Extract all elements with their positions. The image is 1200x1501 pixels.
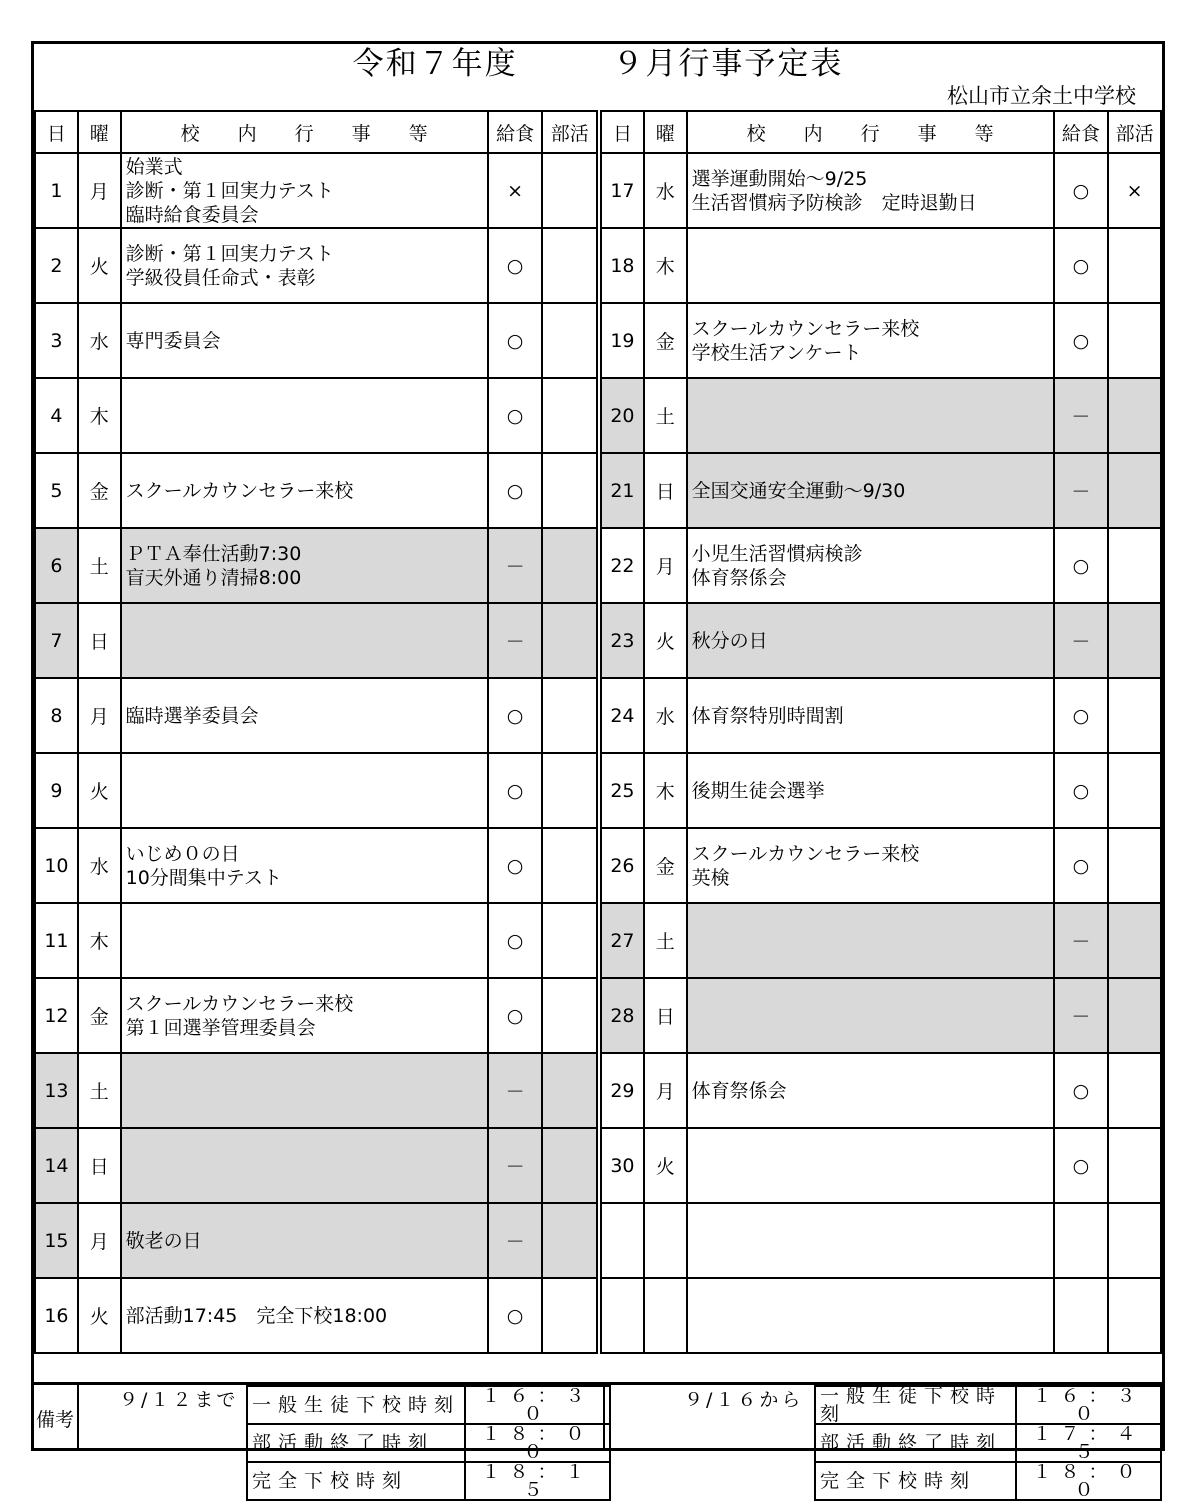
right-weekday-cell: 木 bbox=[644, 753, 687, 828]
left-lunch-cell: ○ bbox=[488, 753, 543, 828]
right-lunch-cell: ○ bbox=[1054, 153, 1109, 228]
right-weekday-cell: 日 bbox=[644, 978, 687, 1053]
table-row bbox=[35, 453, 1161, 528]
table-row bbox=[35, 678, 1161, 753]
left-events-cell: スクールカウンセラー来校 bbox=[121, 453, 488, 528]
left-weekday-cell: 火 bbox=[78, 1278, 121, 1353]
table-row bbox=[35, 153, 1161, 228]
left-events-cell: いじめ０の日 10分間集中テスト bbox=[121, 828, 488, 903]
left-time-value: １６：３０ bbox=[465, 1386, 610, 1424]
right-time-row bbox=[815, 1424, 1161, 1462]
right-day-cell: 18 bbox=[601, 228, 644, 303]
right-day-cell: 21 bbox=[601, 453, 644, 528]
left-lunch-cell: － bbox=[488, 1128, 543, 1203]
left-lunch-cell: － bbox=[488, 603, 543, 678]
left-weekday-cell: 土 bbox=[78, 528, 121, 603]
remarks-label: 備考 bbox=[36, 1409, 75, 1431]
footer-center-divider bbox=[603, 1385, 605, 1451]
left-day-cell: 9 bbox=[35, 753, 78, 828]
left-lunch-cell: ○ bbox=[488, 678, 543, 753]
left-period: ９/１２まで bbox=[119, 1389, 239, 1411]
left-events-cell: 始業式 診断・第１回実力テスト 臨時給食委員会 bbox=[121, 153, 488, 228]
right-lunch-cell: － bbox=[1054, 903, 1109, 978]
right-club-cell bbox=[1108, 528, 1161, 603]
right-times-table bbox=[814, 1385, 1162, 1501]
left-time-label: 完全下校時刻 bbox=[247, 1462, 465, 1500]
right-weekday-cell: 金 bbox=[644, 828, 687, 903]
left-lunch-cell: － bbox=[488, 1053, 543, 1128]
table-row bbox=[35, 228, 1161, 303]
right-time-row bbox=[815, 1386, 1161, 1424]
left-lunch-cell: ○ bbox=[488, 378, 543, 453]
schedule-sheet bbox=[31, 41, 1165, 1501]
right-weekday-cell bbox=[644, 1278, 687, 1353]
left-weekday-cell: 木 bbox=[78, 903, 121, 978]
right-lunch-cell: ○ bbox=[1054, 828, 1109, 903]
left-club-cell bbox=[542, 1278, 597, 1353]
right-events-cell: スクールカウンセラー来校 学校生活アンケート bbox=[687, 303, 1054, 378]
left-events-cell bbox=[121, 903, 488, 978]
left-lunch-cell: ○ bbox=[488, 978, 543, 1053]
right-day-cell: 17 bbox=[601, 153, 644, 228]
left-club-cell bbox=[542, 453, 597, 528]
right-weekday-cell: 土 bbox=[644, 378, 687, 453]
title-month: ９月行事予定表 bbox=[612, 46, 844, 82]
right-weekday-cell: 火 bbox=[644, 1128, 687, 1203]
col-club-left: 部活 bbox=[542, 111, 597, 153]
right-time-label: 一般生徒下校時刻 bbox=[815, 1386, 1016, 1424]
left-weekday-cell: 水 bbox=[78, 303, 121, 378]
right-lunch-cell bbox=[1054, 1278, 1109, 1353]
left-events-cell: 敬老の日 bbox=[121, 1203, 488, 1278]
left-weekday-cell: 木 bbox=[78, 378, 121, 453]
left-weekday-cell: 火 bbox=[78, 228, 121, 303]
left-events-cell: スクールカウンセラー来校 第１回選挙管理委員会 bbox=[121, 978, 488, 1053]
left-club-cell bbox=[542, 528, 597, 603]
right-time-label: 部活動終了時刻 bbox=[815, 1424, 1016, 1462]
left-time-label: 部活動終了時刻 bbox=[247, 1424, 465, 1462]
right-lunch-cell: － bbox=[1054, 378, 1109, 453]
school-name: 松山市立余土中学校 bbox=[947, 84, 1136, 108]
right-club-cell bbox=[1108, 1053, 1161, 1128]
left-events-cell bbox=[121, 378, 488, 453]
schedule-table bbox=[34, 110, 1162, 1354]
remarks-footer bbox=[34, 1382, 1162, 1501]
right-day-cell bbox=[601, 1278, 644, 1353]
left-club-cell bbox=[542, 903, 597, 978]
left-time-row bbox=[247, 1424, 610, 1462]
right-events-cell bbox=[687, 1203, 1054, 1278]
right-day-cell: 22 bbox=[601, 528, 644, 603]
right-lunch-cell bbox=[1054, 1203, 1109, 1278]
table-row bbox=[35, 1278, 1161, 1353]
col-events-right: 校 内 行 事 等 bbox=[687, 111, 1054, 153]
right-time-row bbox=[815, 1462, 1161, 1500]
left-lunch-cell: － bbox=[488, 528, 543, 603]
left-events-cell: ＰＴＡ奉仕活動7:30 盲天外通り清掃8:00 bbox=[121, 528, 488, 603]
left-time-value: １８：００ bbox=[465, 1424, 610, 1462]
right-events-cell bbox=[687, 1278, 1054, 1353]
right-time-label: 完全下校時刻 bbox=[815, 1462, 1016, 1500]
right-events-cell bbox=[687, 228, 1054, 303]
table-row bbox=[35, 378, 1161, 453]
schedule-rows bbox=[35, 153, 1161, 1353]
left-events-cell: 診断・第１回実力テスト 学級役員任命式・表彰 bbox=[121, 228, 488, 303]
right-lunch-cell: ○ bbox=[1054, 528, 1109, 603]
left-lunch-cell: ○ bbox=[488, 303, 543, 378]
col-lunch-left: 給食 bbox=[488, 111, 543, 153]
left-events-cell bbox=[121, 753, 488, 828]
left-lunch-cell: － bbox=[488, 1203, 543, 1278]
left-day-cell: 15 bbox=[35, 1203, 78, 1278]
left-club-cell bbox=[542, 603, 597, 678]
right-day-cell: 26 bbox=[601, 828, 644, 903]
right-weekday-cell: 日 bbox=[644, 453, 687, 528]
right-day-cell: 19 bbox=[601, 303, 644, 378]
left-day-cell: 6 bbox=[35, 528, 78, 603]
right-club-cell bbox=[1108, 228, 1161, 303]
right-events-cell bbox=[687, 1128, 1054, 1203]
left-lunch-cell: × bbox=[488, 153, 543, 228]
left-weekday-cell: 月 bbox=[78, 678, 121, 753]
remarks-divider bbox=[77, 1385, 79, 1451]
right-weekday-cell: 水 bbox=[644, 153, 687, 228]
right-events-cell: 後期生徒会選挙 bbox=[687, 753, 1054, 828]
right-weekday-cell: 木 bbox=[644, 228, 687, 303]
right-period: ９/１６から bbox=[684, 1389, 804, 1411]
left-club-cell bbox=[542, 678, 597, 753]
right-club-cell: × bbox=[1108, 153, 1161, 228]
left-club-cell bbox=[542, 753, 597, 828]
left-weekday-cell: 月 bbox=[78, 153, 121, 228]
left-day-cell: 14 bbox=[35, 1128, 78, 1203]
col-weekday-left: 曜 bbox=[78, 111, 121, 153]
left-lunch-cell: ○ bbox=[488, 1278, 543, 1353]
right-events-cell: 選挙運動開始～9/25 生活習慣病予防検診 定時退勤日 bbox=[687, 153, 1054, 228]
right-events-cell: スクールカウンセラー来校 英検 bbox=[687, 828, 1054, 903]
table-row bbox=[35, 1203, 1161, 1278]
right-events-cell: 体育祭特別時間割 bbox=[687, 678, 1054, 753]
right-club-cell bbox=[1108, 453, 1161, 528]
left-weekday-cell: 日 bbox=[78, 1128, 121, 1203]
table-row bbox=[35, 978, 1161, 1053]
right-club-cell bbox=[1108, 678, 1161, 753]
right-time-value: １８：００ bbox=[1016, 1462, 1161, 1500]
left-events-cell: 部活動17:45 完全下校18:00 bbox=[121, 1278, 488, 1353]
title-year: 令和７年度 bbox=[352, 46, 518, 82]
right-day-cell: 24 bbox=[601, 678, 644, 753]
right-events-cell: 全国交通安全運動～9/30 bbox=[687, 453, 1054, 528]
right-weekday-cell: 火 bbox=[644, 603, 687, 678]
right-day-cell: 25 bbox=[601, 753, 644, 828]
right-club-cell bbox=[1108, 828, 1161, 903]
left-weekday-cell: 金 bbox=[78, 453, 121, 528]
left-times-table bbox=[246, 1385, 611, 1501]
left-time-row bbox=[247, 1462, 610, 1500]
left-club-cell bbox=[542, 978, 597, 1053]
right-weekday-cell: 金 bbox=[644, 303, 687, 378]
left-events-cell bbox=[121, 1053, 488, 1128]
right-day-cell: 23 bbox=[601, 603, 644, 678]
left-club-cell bbox=[542, 1128, 597, 1203]
right-club-cell bbox=[1108, 1278, 1161, 1353]
left-lunch-cell: ○ bbox=[488, 453, 543, 528]
left-lunch-cell: ○ bbox=[488, 828, 543, 903]
right-day-cell bbox=[601, 1203, 644, 1278]
left-weekday-cell: 土 bbox=[78, 1053, 121, 1128]
left-weekday-cell: 水 bbox=[78, 828, 121, 903]
right-day-cell: 30 bbox=[601, 1128, 644, 1203]
right-club-cell bbox=[1108, 1128, 1161, 1203]
right-day-cell: 20 bbox=[601, 378, 644, 453]
right-weekday-cell: 月 bbox=[644, 528, 687, 603]
right-club-cell bbox=[1108, 378, 1161, 453]
left-club-cell bbox=[542, 303, 597, 378]
left-club-cell bbox=[542, 1053, 597, 1128]
header-row bbox=[35, 111, 1161, 153]
right-club-cell bbox=[1108, 603, 1161, 678]
right-lunch-cell: ○ bbox=[1054, 228, 1109, 303]
right-lunch-cell: ○ bbox=[1054, 753, 1109, 828]
left-time-label: 一般生徒下校時刻 bbox=[247, 1386, 465, 1424]
left-day-cell: 1 bbox=[35, 153, 78, 228]
left-day-cell: 2 bbox=[35, 228, 78, 303]
col-day-left: 日 bbox=[35, 111, 78, 153]
right-events-cell bbox=[687, 378, 1054, 453]
left-club-cell bbox=[542, 228, 597, 303]
right-day-cell: 28 bbox=[601, 978, 644, 1053]
right-events-cell: 体育祭係会 bbox=[687, 1053, 1054, 1128]
right-lunch-cell: － bbox=[1054, 603, 1109, 678]
table-row bbox=[35, 303, 1161, 378]
col-events-left: 校 内 行 事 等 bbox=[121, 111, 488, 153]
right-weekday-cell: 土 bbox=[644, 903, 687, 978]
left-day-cell: 7 bbox=[35, 603, 78, 678]
left-day-cell: 11 bbox=[35, 903, 78, 978]
title-spacer bbox=[518, 46, 613, 82]
right-events-cell: 小児生活習慣病検診 体育祭係会 bbox=[687, 528, 1054, 603]
table-row bbox=[35, 528, 1161, 603]
page-title bbox=[34, 44, 1162, 84]
right-club-cell bbox=[1108, 978, 1161, 1053]
left-day-cell: 10 bbox=[35, 828, 78, 903]
left-weekday-cell: 火 bbox=[78, 753, 121, 828]
left-lunch-cell: ○ bbox=[488, 228, 543, 303]
right-lunch-cell: ○ bbox=[1054, 303, 1109, 378]
left-day-cell: 8 bbox=[35, 678, 78, 753]
table-row bbox=[35, 603, 1161, 678]
right-day-cell: 27 bbox=[601, 903, 644, 978]
right-lunch-cell: － bbox=[1054, 453, 1109, 528]
right-club-cell bbox=[1108, 903, 1161, 978]
left-day-cell: 4 bbox=[35, 378, 78, 453]
col-day-right: 日 bbox=[601, 111, 644, 153]
left-club-cell bbox=[542, 1203, 597, 1278]
right-day-cell: 29 bbox=[601, 1053, 644, 1128]
left-events-cell bbox=[121, 1128, 488, 1203]
left-day-cell: 5 bbox=[35, 453, 78, 528]
right-time-value: １７：４５ bbox=[1016, 1424, 1161, 1462]
left-weekday-cell: 日 bbox=[78, 603, 121, 678]
col-lunch-right: 給食 bbox=[1054, 111, 1109, 153]
left-day-cell: 13 bbox=[35, 1053, 78, 1128]
left-time-value: １８：１５ bbox=[465, 1462, 610, 1500]
right-club-cell bbox=[1108, 753, 1161, 828]
right-lunch-cell: ○ bbox=[1054, 678, 1109, 753]
col-weekday-right: 曜 bbox=[644, 111, 687, 153]
right-events-cell: 秋分の日 bbox=[687, 603, 1054, 678]
left-events-cell bbox=[121, 603, 488, 678]
left-club-cell bbox=[542, 153, 597, 228]
left-weekday-cell: 金 bbox=[78, 978, 121, 1053]
right-lunch-cell: ○ bbox=[1054, 1128, 1109, 1203]
right-club-cell bbox=[1108, 1203, 1161, 1278]
left-day-cell: 12 bbox=[35, 978, 78, 1053]
left-club-cell bbox=[542, 378, 597, 453]
left-time-row bbox=[247, 1386, 610, 1424]
table-row bbox=[35, 828, 1161, 903]
left-weekday-cell: 月 bbox=[78, 1203, 121, 1278]
table-row bbox=[35, 1053, 1161, 1128]
left-day-cell: 3 bbox=[35, 303, 78, 378]
right-lunch-cell: ○ bbox=[1054, 1053, 1109, 1128]
left-events-cell: 専門委員会 bbox=[121, 303, 488, 378]
table-row bbox=[35, 1128, 1161, 1203]
right-club-cell bbox=[1108, 303, 1161, 378]
right-lunch-cell: － bbox=[1054, 978, 1109, 1053]
col-club-right: 部活 bbox=[1108, 111, 1161, 153]
right-events-cell bbox=[687, 903, 1054, 978]
right-weekday-cell: 水 bbox=[644, 678, 687, 753]
right-weekday-cell: 月 bbox=[644, 1053, 687, 1128]
right-events-cell bbox=[687, 978, 1054, 1053]
right-weekday-cell bbox=[644, 1203, 687, 1278]
table-row bbox=[35, 903, 1161, 978]
left-lunch-cell: ○ bbox=[488, 903, 543, 978]
left-club-cell bbox=[542, 828, 597, 903]
right-time-value: １６：３０ bbox=[1016, 1386, 1161, 1424]
left-day-cell: 16 bbox=[35, 1278, 78, 1353]
table-row bbox=[35, 753, 1161, 828]
left-events-cell: 臨時選挙委員会 bbox=[121, 678, 488, 753]
